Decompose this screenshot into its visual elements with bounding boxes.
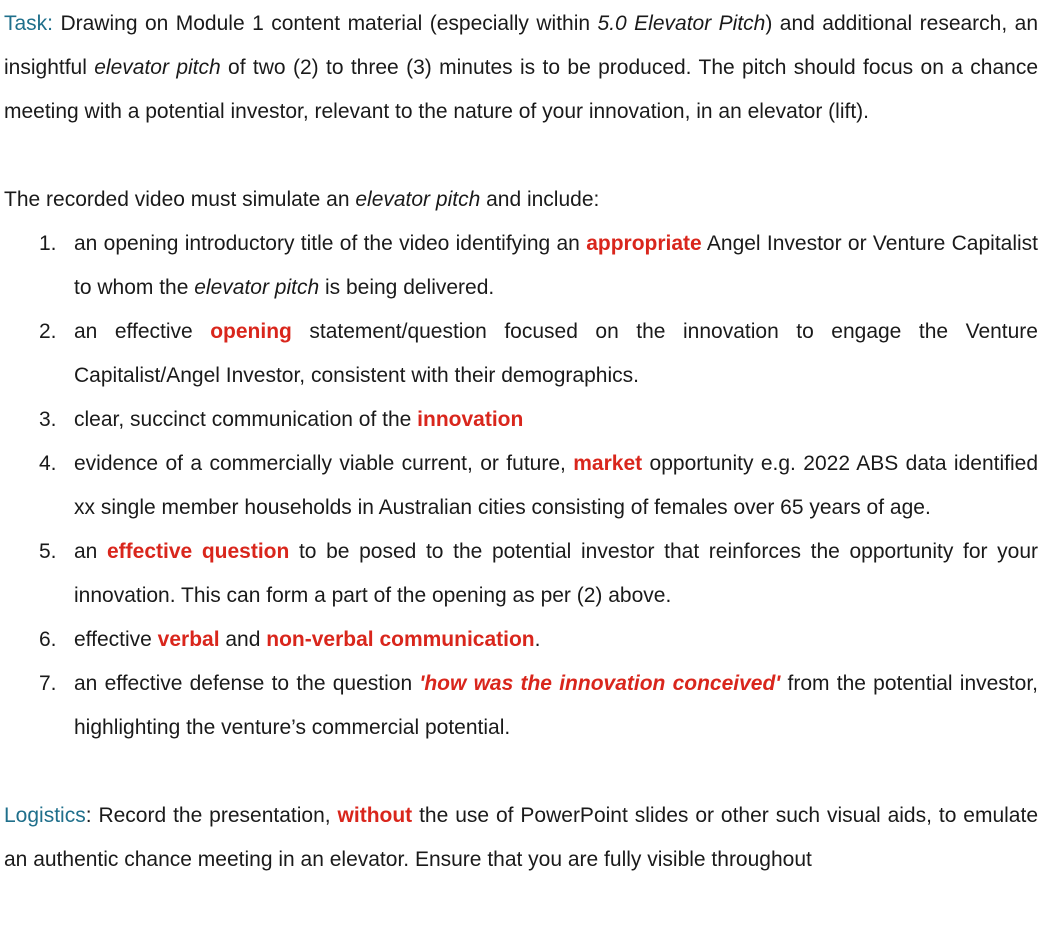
task-label: Task: <box>4 12 54 35</box>
list-item-number: 7. <box>39 672 57 695</box>
item-text: evidence of a commercially viable current, or future, <box>74 452 574 475</box>
list-item-number: 5. <box>39 540 57 563</box>
requirements-list <box>4 222 1038 750</box>
task-text-2: ) and additional research, an insightful <box>4 12 1038 79</box>
list-item <box>4 442 1038 530</box>
item-highlight-italic: 'how was the innovation conceived' <box>419 672 781 695</box>
list-item <box>4 398 1038 442</box>
list-item-text <box>74 540 1038 607</box>
item-emphasis: elevator pitch <box>194 276 320 299</box>
task-elevator-pitch: elevator pitch <box>94 56 221 79</box>
intro-paragraph <box>4 178 1038 222</box>
item-highlight: opening <box>210 320 292 343</box>
list-item-text <box>74 452 1038 519</box>
intro-elevator-pitch: elevator pitch <box>355 188 481 211</box>
task-paragraph <box>4 2 1038 134</box>
item-text: and <box>219 628 267 651</box>
item-text: an effective <box>74 320 211 343</box>
logistics-text-2: the use of PowerPoint slides or other such visual aids, to emulate an authentic chance meeting in an elevator. Ensure that you are fully visible throughout <box>4 804 1039 871</box>
item-text: opportunity e.g. 2022 ABS data identified xx single member households in Australian cities consisting of females over 65 years of age. <box>74 452 1038 519</box>
intro-text-2: and include: <box>480 188 600 211</box>
logistics-text-1: : Record the presentation, <box>85 804 338 827</box>
list-item-number: 1. <box>39 232 57 255</box>
item-text: clear, succinct communication of the <box>74 408 418 431</box>
list-item <box>4 310 1038 398</box>
list-item-number: 4. <box>39 452 57 475</box>
logistics-label: Logistics <box>4 804 86 827</box>
list-item-text <box>74 232 1038 299</box>
list-item-text <box>74 672 1038 739</box>
item-text: is being delivered. <box>319 276 495 299</box>
list-item-text <box>74 408 523 431</box>
item-highlight: non-verbal communication <box>266 628 535 651</box>
task-module-ref: 5.0 Elevator Pitch <box>597 12 766 35</box>
list-item-number: 2. <box>39 320 57 343</box>
list-item <box>4 662 1038 750</box>
item-highlight: verbal <box>157 628 220 651</box>
list-item-text <box>74 320 1038 387</box>
list-item-number: 6. <box>39 628 57 651</box>
spacer <box>4 134 1038 178</box>
item-text: to be posed to the potential investor that reinforces the opportunity for your innovation. This can form a part of the opening as per (2) above. <box>74 540 1038 607</box>
item-highlight: innovation <box>417 408 524 431</box>
list-item <box>4 222 1038 310</box>
logistics-paragraph <box>4 794 1038 882</box>
item-text: statement/question focused on the innovation to engage the Venture Capitalist/Angel Investor, consistent with their demographics. <box>74 320 1038 387</box>
item-text: from the potential investor, highlighting the venture’s commercial potential. <box>74 672 1038 739</box>
list-item <box>4 530 1038 618</box>
intro-text-1: The recorded video must simulate an <box>4 188 356 211</box>
list-item-text <box>74 628 540 651</box>
task-text-3: of two (2) to three (3) minutes is to be produced. The pitch should focus on a chance meeting with a potential investor, relevant to the nature of your innovation, in an elevator (lift). <box>4 56 1039 123</box>
item-highlight: market <box>573 452 643 475</box>
item-highlight: appropriate <box>586 232 702 255</box>
list-item-number: 3. <box>39 408 57 431</box>
item-text: Angel Investor or Venture Capitalist to whom the <box>74 232 1038 299</box>
item-text: effective <box>74 628 158 651</box>
task-text-1: Drawing on Module 1 content material (especially within <box>53 12 598 35</box>
spacer <box>4 750 1038 794</box>
item-text: an <box>74 540 107 563</box>
list-item <box>4 618 1038 662</box>
item-text: . <box>534 628 541 651</box>
item-text: an effective defense to the question <box>74 672 420 695</box>
item-highlight: effective question <box>107 540 290 563</box>
item-text: an opening introductory title of the video identifying an <box>74 232 587 255</box>
logistics-highlight: without <box>337 804 413 827</box>
